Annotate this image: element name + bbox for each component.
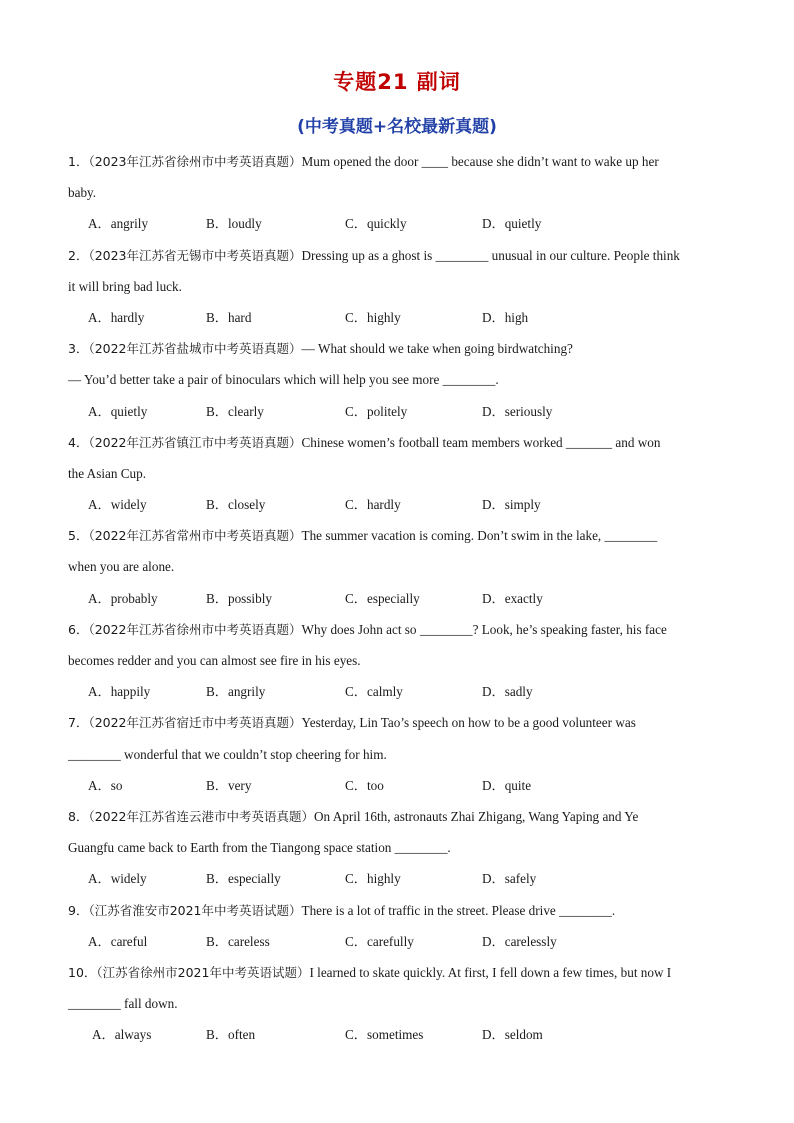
question-text: Yesterday, Lin Tao’s speech on how to be a good volunteer was [301, 715, 636, 731]
question-stem-continued: when you are alone. [68, 559, 175, 575]
question-text: Mum opened the door ____ because she didn’t want to wake up her [301, 154, 659, 169]
question-stem [68, 427, 728, 458]
question-stem [68, 520, 728, 551]
question-stem [68, 707, 728, 738]
option-b: B．careless [206, 933, 270, 949]
question-7 [68, 707, 728, 801]
question-source: 8．（2022年江苏省连云港市中考英语真题） [68, 808, 315, 824]
page-title: 专题21 副词 [333, 70, 461, 94]
option-a: A．happily [88, 684, 151, 700]
question-stem-continued: ________ wonderful that we couldn’t stop cheering for him. [68, 746, 387, 762]
question-8 [68, 801, 728, 895]
question-stem [68, 957, 728, 988]
option-c: C．hardly [345, 497, 401, 513]
option-c: C．quickly [345, 216, 407, 232]
answer-options [68, 676, 728, 707]
question-text: Why does John act so ________? Look, he’s speaking faster, his face [301, 621, 667, 637]
option-c: C．especially [345, 590, 420, 606]
option-d: D．carelessly [482, 933, 557, 949]
option-c: C．politely [345, 403, 408, 419]
question-source: 1．（2023年江苏省徐州市中考英语真题） [68, 154, 302, 169]
option-b: B．clearly [206, 403, 264, 419]
question-stem [68, 895, 728, 926]
option-c: C．highly [345, 871, 401, 887]
question-stem [68, 240, 728, 271]
option-b: B．often [206, 1027, 256, 1043]
question-stem-continued: it will bring bad luck. [68, 278, 182, 294]
answer-options [68, 770, 728, 801]
option-b: B．loudly [206, 216, 262, 232]
option-b: B．possibly [206, 590, 272, 606]
question-stem-continued: ________ fall down. [68, 996, 178, 1012]
question-stem [68, 333, 728, 364]
question-10 [68, 957, 728, 1051]
answer-options [68, 208, 728, 239]
answer-options [68, 396, 728, 427]
question-text: Chinese women’s football team members worked _______ and won [301, 434, 661, 450]
question-3 [68, 333, 728, 427]
option-d: D．seriously [482, 403, 553, 419]
option-c: C．calmly [345, 684, 403, 700]
question-source: 9．（江苏省淮安市2021年中考英语试题） [68, 902, 302, 918]
answer-options [68, 1019, 728, 1050]
question-stem [68, 146, 728, 177]
question-stem [68, 801, 728, 832]
option-d: D．safely [482, 871, 537, 887]
answer-options [68, 302, 728, 333]
question-5 [68, 520, 728, 614]
option-d: D．seldom [482, 1027, 543, 1043]
option-a: A．hardly [88, 309, 145, 325]
page-subtitle: (中考真题+名校最新真题) [297, 117, 497, 137]
option-d: D．high [482, 309, 529, 325]
answer-options [68, 583, 728, 614]
option-a: A．probably [88, 590, 158, 606]
question-text: — What should we take when going birdwatching? [301, 341, 573, 357]
question-source: 3．（2022年江苏省盐城市中考英语真题） [68, 341, 302, 357]
option-c: C．highly [345, 309, 401, 325]
option-a: A．quietly [88, 403, 148, 419]
option-b: B．especially [206, 871, 281, 887]
option-b: B．very [206, 777, 252, 793]
option-a: A．always [92, 1027, 152, 1043]
question-source: 2．（2023年江苏省无锡市中考英语真题） [68, 247, 302, 263]
option-d: D．simply [482, 497, 541, 513]
question-2 [68, 240, 728, 334]
question-1 [68, 146, 728, 240]
question-source: 5．（2022年江苏省常州市中考英语真题） [68, 528, 302, 544]
option-d: D．exactly [482, 590, 543, 606]
question-stem-continued: baby. [68, 185, 97, 201]
question-list [68, 146, 728, 1050]
question-text: There is a lot of traffic in the street. Please drive ________. [301, 902, 616, 918]
question-source: 10．（江苏省徐州市2021年中考英语试题） [68, 964, 310, 980]
option-d: D．sadly [482, 684, 533, 700]
option-c: C．too [345, 777, 384, 793]
option-b: B．hard [206, 309, 252, 325]
question-text: Dressing up as a ghost is ________ unusual in our culture. People think [301, 247, 680, 263]
option-d: D．quietly [482, 216, 542, 232]
answer-options [68, 489, 728, 520]
answer-options [68, 863, 728, 894]
question-text: On April 16th, astronauts Zhai Zhigang, Wang Yaping and Ye [314, 808, 639, 824]
question-9 [68, 895, 728, 957]
question-source: 6．（2022年江苏省徐州市中考英语真题） [68, 621, 302, 637]
option-a: A．careful [88, 933, 148, 949]
question-text: The summer vacation is coming. Don’t swim in the lake, ________ [301, 528, 658, 544]
option-b: B．closely [206, 497, 266, 513]
option-a: A．so [88, 777, 123, 793]
question-6 [68, 614, 728, 708]
option-b: B．angrily [206, 684, 266, 700]
question-stem-continued: becomes redder and you can almost see fire in his eyes. [68, 653, 361, 668]
question-stem-continued: the Asian Cup. [68, 465, 147, 481]
option-c: C．sometimes [345, 1027, 424, 1043]
question-source: 4．（2022年江苏省镇江市中考英语真题） [68, 434, 302, 450]
question-stem-continued: — You’d better take a pair of binoculars which will help you see more ________. [68, 372, 499, 388]
question-stem-continued: Guangfu came back to Earth from the Tiangong space station ________. [68, 840, 451, 856]
option-a: A．angrily [88, 216, 149, 232]
option-a: A．widely [88, 497, 147, 513]
option-c: C．carefully [345, 933, 414, 949]
question-text: I learned to skate quickly. At first, I fell down a few times, but now I [309, 964, 672, 980]
option-a: A．widely [88, 871, 147, 887]
question-stem [68, 614, 728, 645]
option-d: D．quite [482, 777, 532, 793]
question-source: 7．（2022年江苏省宿迁市中考英语真题） [68, 715, 302, 731]
question-4 [68, 427, 728, 521]
answer-options [68, 926, 728, 957]
